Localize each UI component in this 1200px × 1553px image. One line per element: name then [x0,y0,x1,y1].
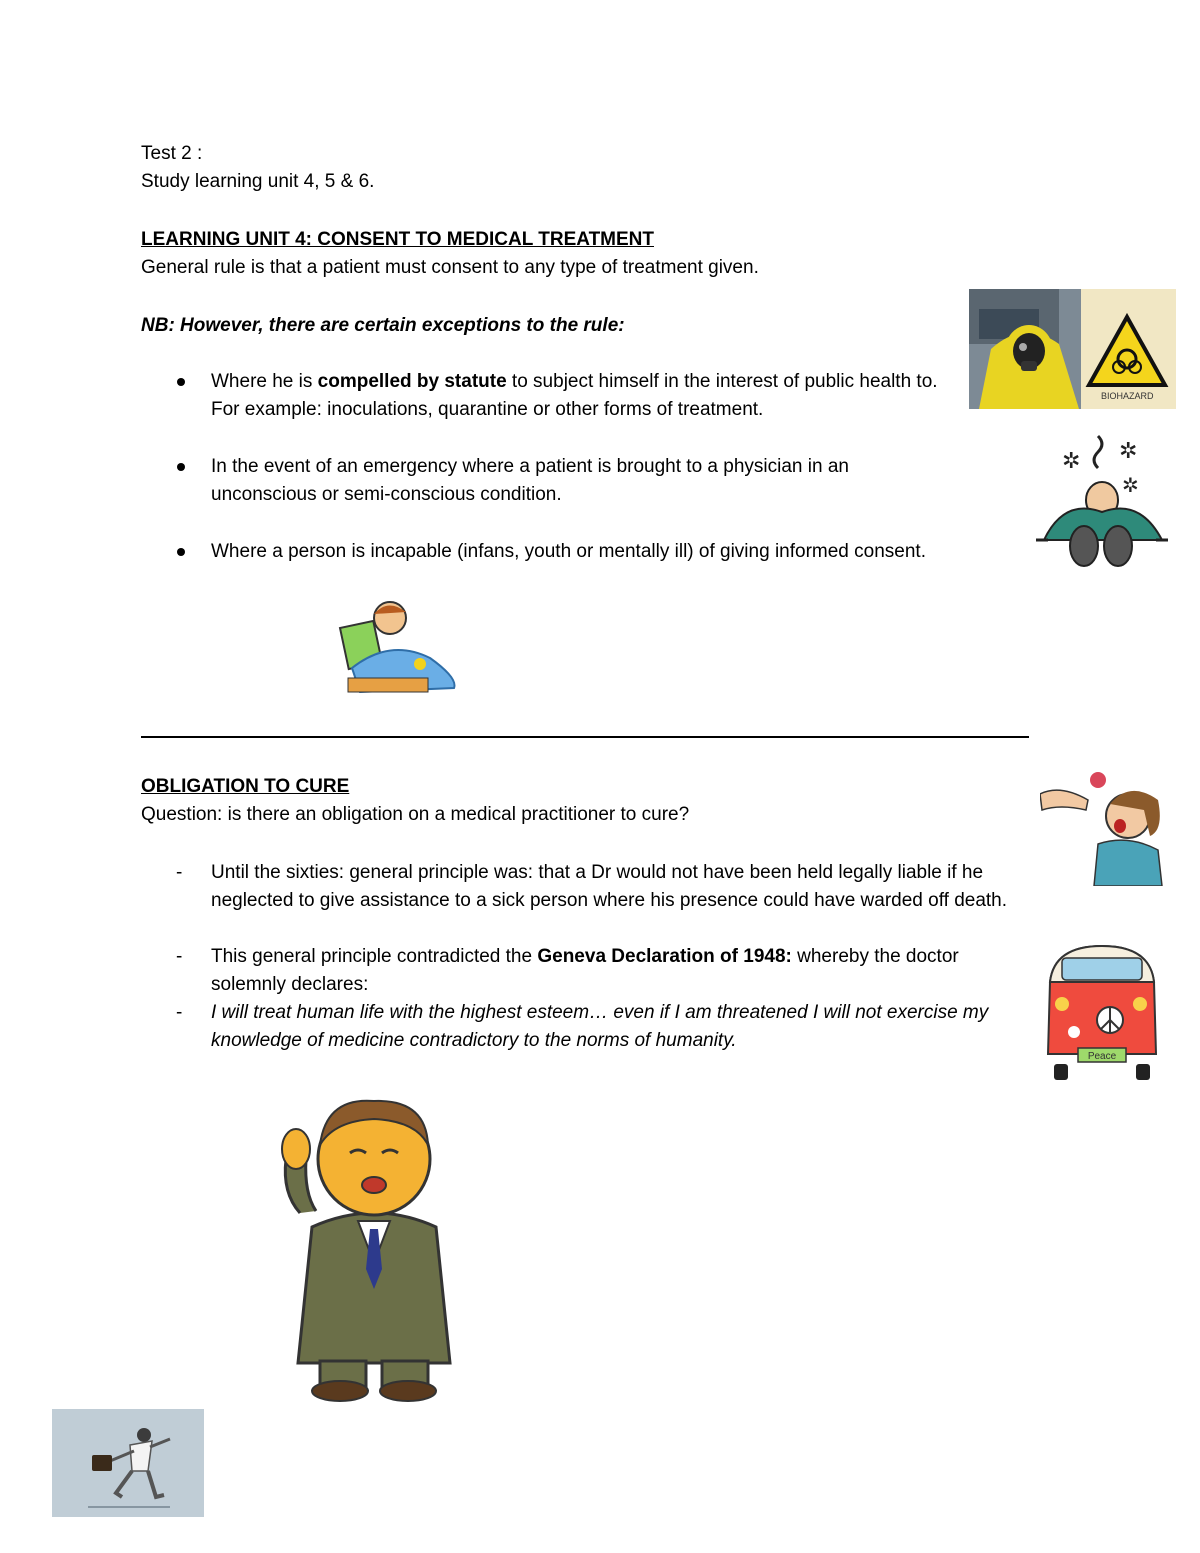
general-rule-text: General rule is that a patient must consent to any type of treatment given. [141,257,759,278]
exception-statute: Where he is compelled by statute to subject himself in the interest of public health to. For example: inoculations, quarantine or other forms of treatment. [211,371,938,420]
exception-incapable: Where a person is incapable (infans, youth or mentally ill) of giving informed consent. [211,541,926,562]
peace-van-clipart [1042,944,1162,1082]
bullet-dot [177,378,185,386]
geneva-oath-quote: I will treat human life with the highest esteem… even if I am threatened I will not exercise my knowledge of medicine contradictory to the norms of humanity. [211,1002,989,1051]
running-doctor-clipart [52,1409,204,1517]
sick-child-clipart [330,598,480,696]
nb-exceptions-text: NB: However, there are certain exceptions to the rule: [141,315,625,336]
doctor-throat-exam-clipart [1040,770,1168,886]
svg-text:✲: ✲ [1122,473,1139,497]
bullet-dot [177,548,185,556]
van-plate-text: Peace [1087,1051,1117,1062]
dash-marker: - [176,1002,183,1023]
geneva-contradiction: This general principle contradicted the Geneva Declaration of 1948: whereby the doctor solemnly declares: [211,946,959,995]
fainted-man-clipart [1034,428,1170,570]
svg-text:✲: ✲ [1062,449,1081,474]
obligation-heading: OBLIGATION TO CURE [141,776,350,797]
geneva-bold-text: Geneva Declaration of 1948: [537,946,792,967]
section-divider [141,736,1029,738]
study-units-line: Study learning unit 4, 5 & 6. [141,171,375,192]
hazmat-photo [969,289,1176,409]
statute-bold-text: compelled by statute [317,371,507,392]
unit4-heading: LEARNING UNIT 4: CONSENT TO MEDICAL TREATMENT [141,229,654,250]
oath-man-clipart [256,1093,492,1405]
dash-marker: - [176,946,183,967]
cure-question: Question: is there an obligation on a medical practitioner to cure? [141,804,690,825]
sixties-principle: Until the sixties: general principle was: that a Dr would not have been held legally liable if he neglected to give assistance to a sick person where his presence could have warded off death. [211,862,1008,911]
svg-text:✲: ✲ [1119,439,1138,464]
dash-marker: - [176,862,183,883]
bullet-dot [177,463,185,471]
exception-emergency: In the event of an emergency where a patient is brought to a physician in an unconscious or semi-conscious condition. [211,456,849,505]
biohazard-sign-text: BIOHAZARD [1101,391,1154,401]
test-title: Test 2 : [141,143,203,164]
